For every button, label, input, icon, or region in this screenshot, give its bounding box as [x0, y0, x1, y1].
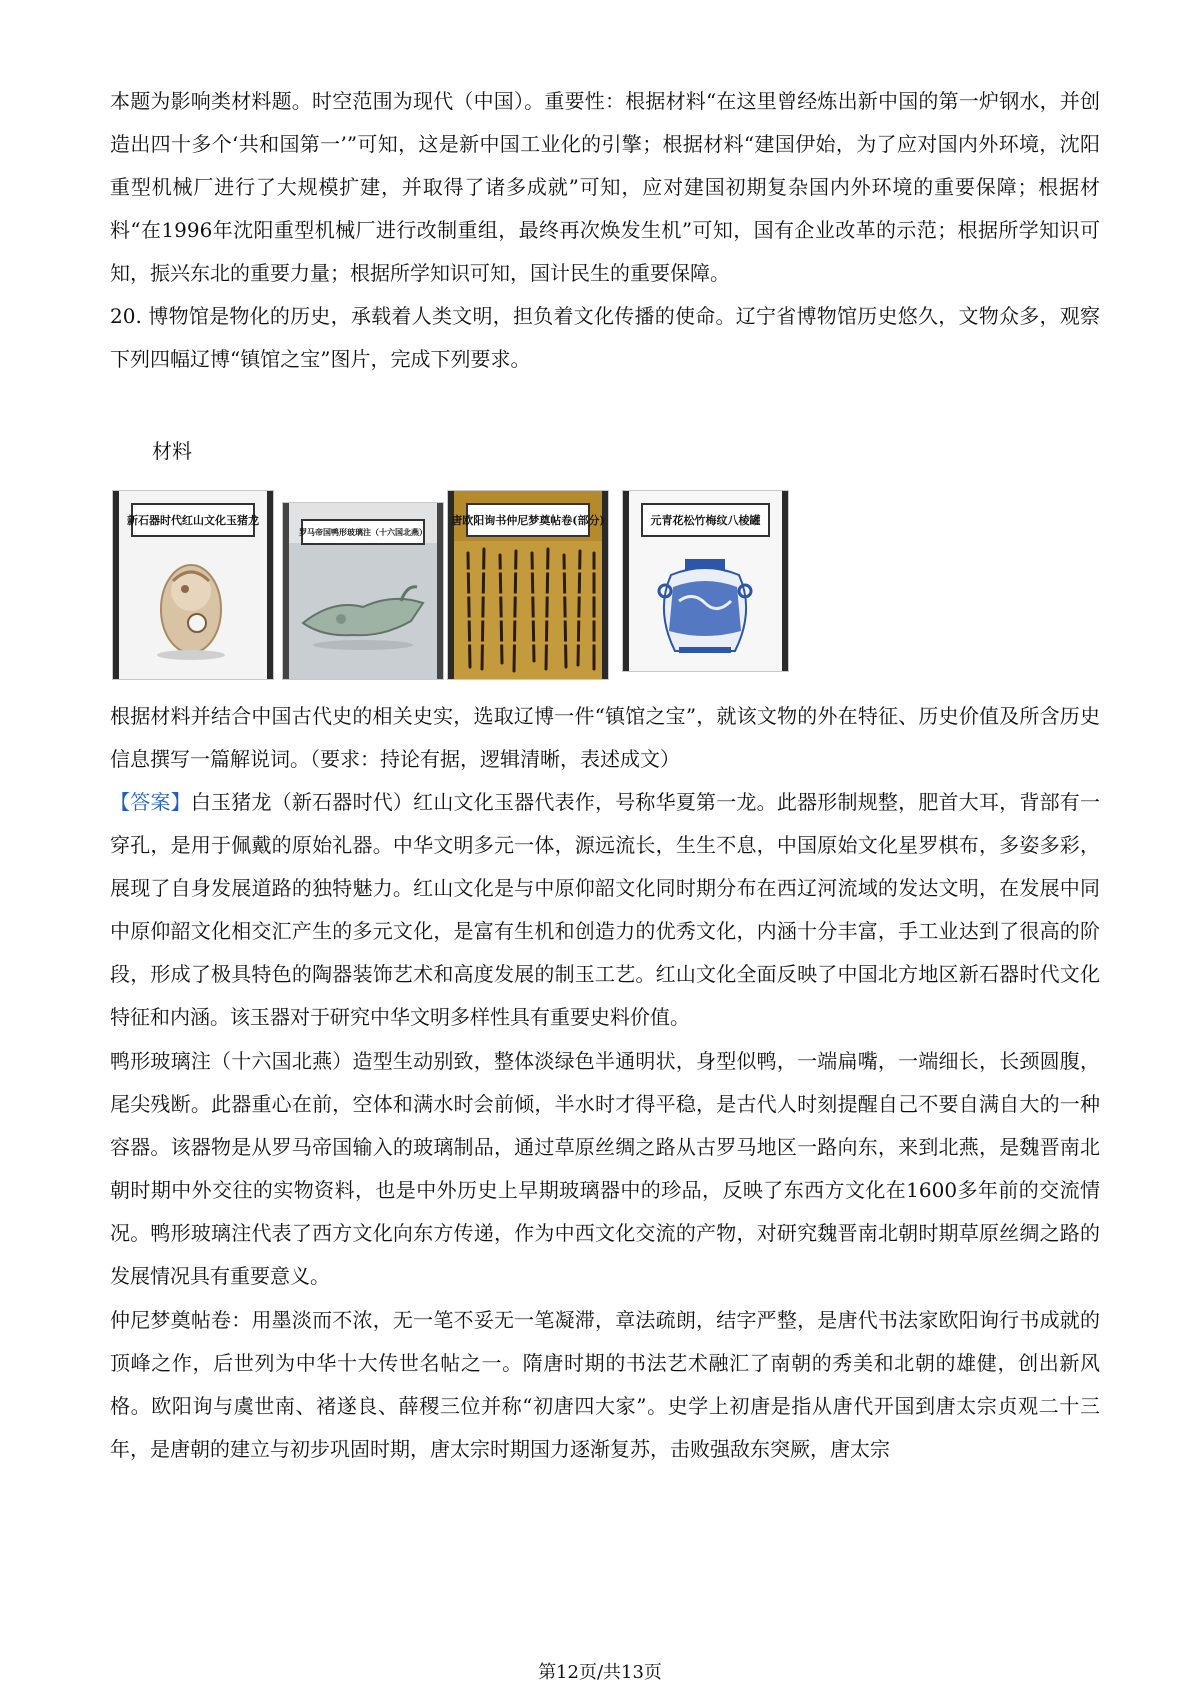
artifact-title-1: 新石器时代红山文化玉猪龙 [131, 503, 255, 537]
artifact-card-3 [447, 490, 609, 680]
artifact-card-2 [282, 502, 444, 680]
artifact-card-1 [112, 490, 274, 680]
artifact-title-2: 罗马帝国鸭形玻璃注（十六国北燕） [301, 519, 425, 545]
answer-paragraph-3: 仲尼梦奠帖卷：用墨淡而不浓，无一笔不妥无一笔凝滞，章法疏朗，结字严整，是唐代书法家欧阳询行书成就的顶峰之作，后世列为中华十大传世名帖之一。隋唐时期的书法艺术融汇了南朝的秀美和北朝的雄健，创出新风格。欧阳询与虞世南、褚遂良、薛稷三位并称“初唐四大家”。史学上初唐是指从唐代开国到唐太宗贞观二十三年，是唐朝的建立与初步巩固时期，唐太宗时期国力逐渐复苏，击败强敌东突厥，唐太宗 [110, 1308, 1100, 1461]
artifact-title-3: 唐欧阳询书仲尼梦奠帖卷(部分) [466, 503, 590, 537]
artifact-card-4 [622, 490, 789, 672]
answer-text-1: 白玉猪龙（新石器时代）红山文化玉器代表作，号称华夏第一龙。此器形制规整，肥首大耳，背部有一穿孔，是用于佩戴的原始礼器。中华文明多元一体，源远流长，生生不息，中国原始文化星罗棋布，多姿多彩，展现了自身发展道路的独特魅力。红山文化是与中原仰韶文化同时期分布在西辽河流域的发达文明，在发展中同中原仰韶文化相交汇产生的多元文化，是富有生机和创造力的优秀文化，内涵十分丰富，手工业达到了很高的阶段，形成了极具特色的陶器装饰艺术和高度发展的制玉工艺。红山文化全面反映了中国北方地区新石器时代文化特征和内涵。该玉器对于研究中华文明多样性具有重要史料价值。 [110, 790, 1101, 1029]
paragraph-analysis: 本题为影响类材料题。时空范围为现代（中国）。重要性：根据材料“在这里曾经炼出新中国的第一炉钢水，并创造出四十多个‘共和国第一’”可知，这是新中国工业化的引擎；根据材料“建国伊始，为了应对国内外环境，沈阳重型机械厂进行了大规模扩建，并取得了诸多成就”可知，应对建国初期复杂国内外环境的重要保障；根据材料“在1996年沈阳重型机械厂进行改制重组，最终再次焕发生机”可知，国有企业改革的示范；根据所学知识可知，振兴东北的重要力量；根据所学知识可知，国计民生的重要保障。 [110, 89, 1100, 285]
artifact-title-4: 元青花松竹梅纹八棱罐 [641, 503, 770, 537]
page-footer: 第12页/共13页 [538, 1662, 662, 1683]
material-heading: 材料 [152, 439, 192, 463]
answer-paragraph-2: 鸭形玻璃注（十六国北燕）造型生动别致，整体淡绿色半通明状，身型似鸭，一端扁嘴，一端细长，长颈圆腹，尾尖残断。此器重心在前，空体和满水时会前倾，半水时才得平稳，是古代人时刻提醒自己不要自满自大的一种容器。该器物是从罗马帝国输入的玻璃制品，通过草原丝绸之路从古罗马地区一路向东，来到北燕，是魏晋南北朝时期中外交往的实物资料，也是中外历史上早期玻璃器中的珍品，反映了东西方文化在1600多年前的交流情况。鸭形玻璃注代表了西方文化向东方传递，作为中西文化交流的产物，对研究魏晋南北朝时期草原丝绸之路的发展情况具有重要意义。 [110, 1049, 1100, 1288]
question-20-stem: 20. 博物馆是物化的历史，承载着人类文明，担负着文化传播的使命。辽宁省博物馆历史悠久，文物众多，观察下列四幅辽博“镇馆之宝”图片，完成下列要求。 [110, 304, 1100, 371]
answer-paragraph-1 [110, 781, 1100, 1039]
question-20-prompt: 根据材料并结合中国古代史的相关史实，选取辽博一件“镇馆之宝”，就该文物的外在特征、历史价值及所含历史信息撰写一篇解说词。（要求：持论有据，逻辑清晰，表述成文） [110, 704, 1100, 771]
artifact-gallery [112, 490, 872, 680]
answer-label: 【答案】 [110, 790, 191, 814]
